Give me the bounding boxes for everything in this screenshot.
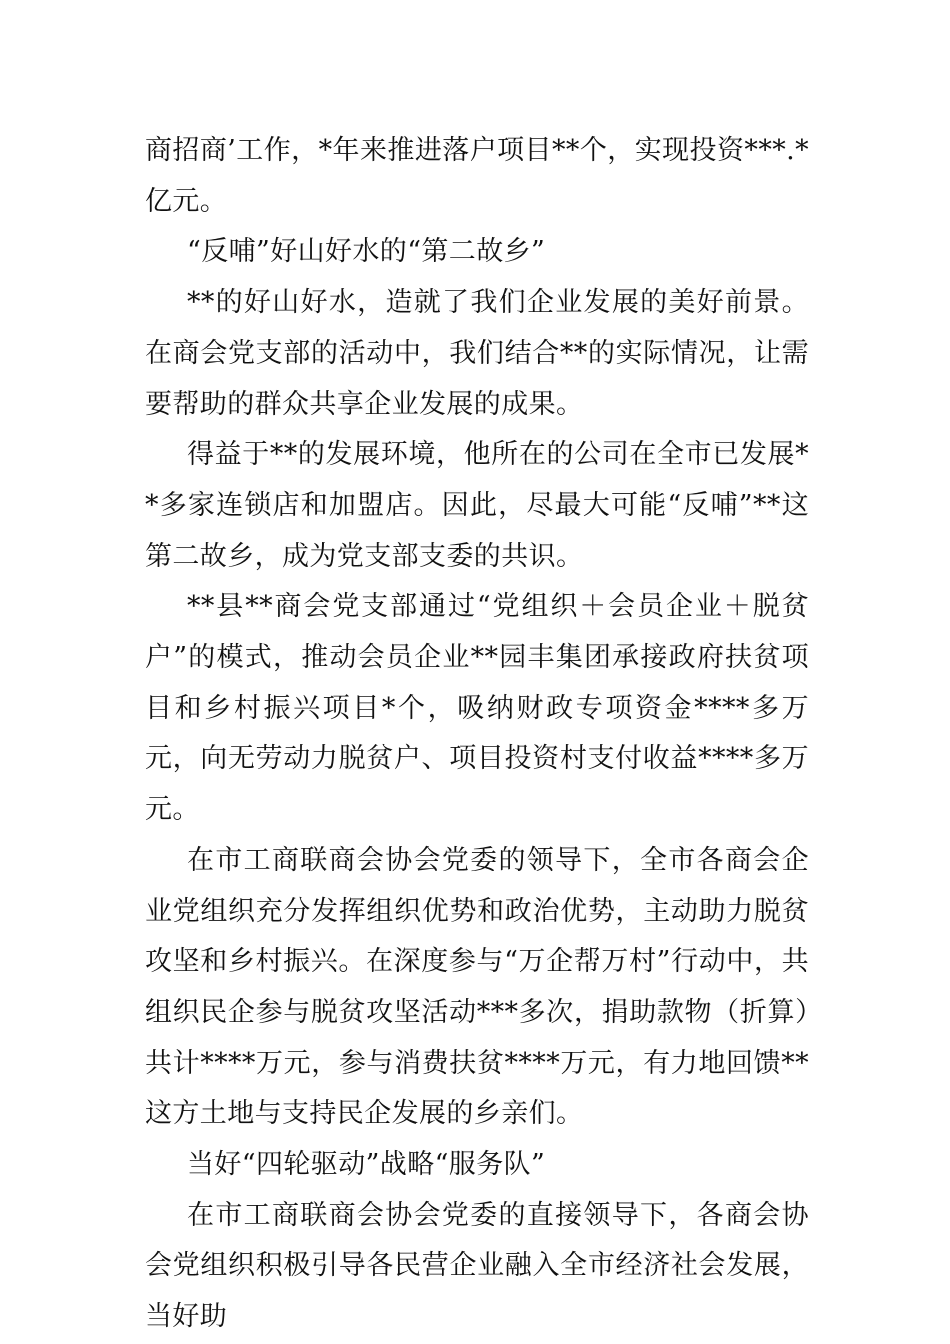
paragraph-body: 在市工商联商会协会党委的领导下，全市各商会企业党组织充分发挥组织优势和政治优势，主动助力脱贫攻坚和乡村振兴。在深度参与“万企帮万村”行动中，共组织民企参与脱贫攻坚活动***多次，捐助款物（折算）共计****万元，参与消费扶贫****万元，有力地回馈**这方土地与支持民企发展的乡亲们。 (145, 844, 809, 1130)
paragraph-body: **县**商会党支部通过“党组织＋会员企业＋脱贫户”的模式，推动会员企业**园丰集团承接政府扶贫项目和乡村振兴项目*个，吸纳财政专项资金****多万元，向无劳动力脱贫户、项目投资村支付收益****多万元。 (145, 591, 809, 826)
section-heading-second-hometown: “反哺”好山好水的“第二故乡” (187, 236, 546, 268)
paragraph-body: 得益于**的发展环境，他所在的公司在全市已发展**多家连锁店和加盟店。因此，尽最大可能“反哺”**这第二故乡，成为党支部支委的共识。 (145, 439, 809, 572)
document-page (145, 126, 809, 1343)
paragraph-body: 在市工商联商会协会党委的直接领导下，各商会协会党组织积极引导各民营企业融入全市经济社会发展，当好助 (145, 1199, 809, 1333)
paragraph-continuation: 商招商’工作，*年来推进落户项目**个，实现投资***.*亿元。 (145, 135, 809, 217)
paragraph-body: **的好山好水，造就了我们企业发展的美好前景。在商会党支部的活动中，我们结合**的实际情况，让需要帮助的群众共享企业发展的成果。 (145, 287, 809, 420)
section-heading-service-team: 当好“四轮驱动”战略“服务队” (187, 1149, 546, 1181)
